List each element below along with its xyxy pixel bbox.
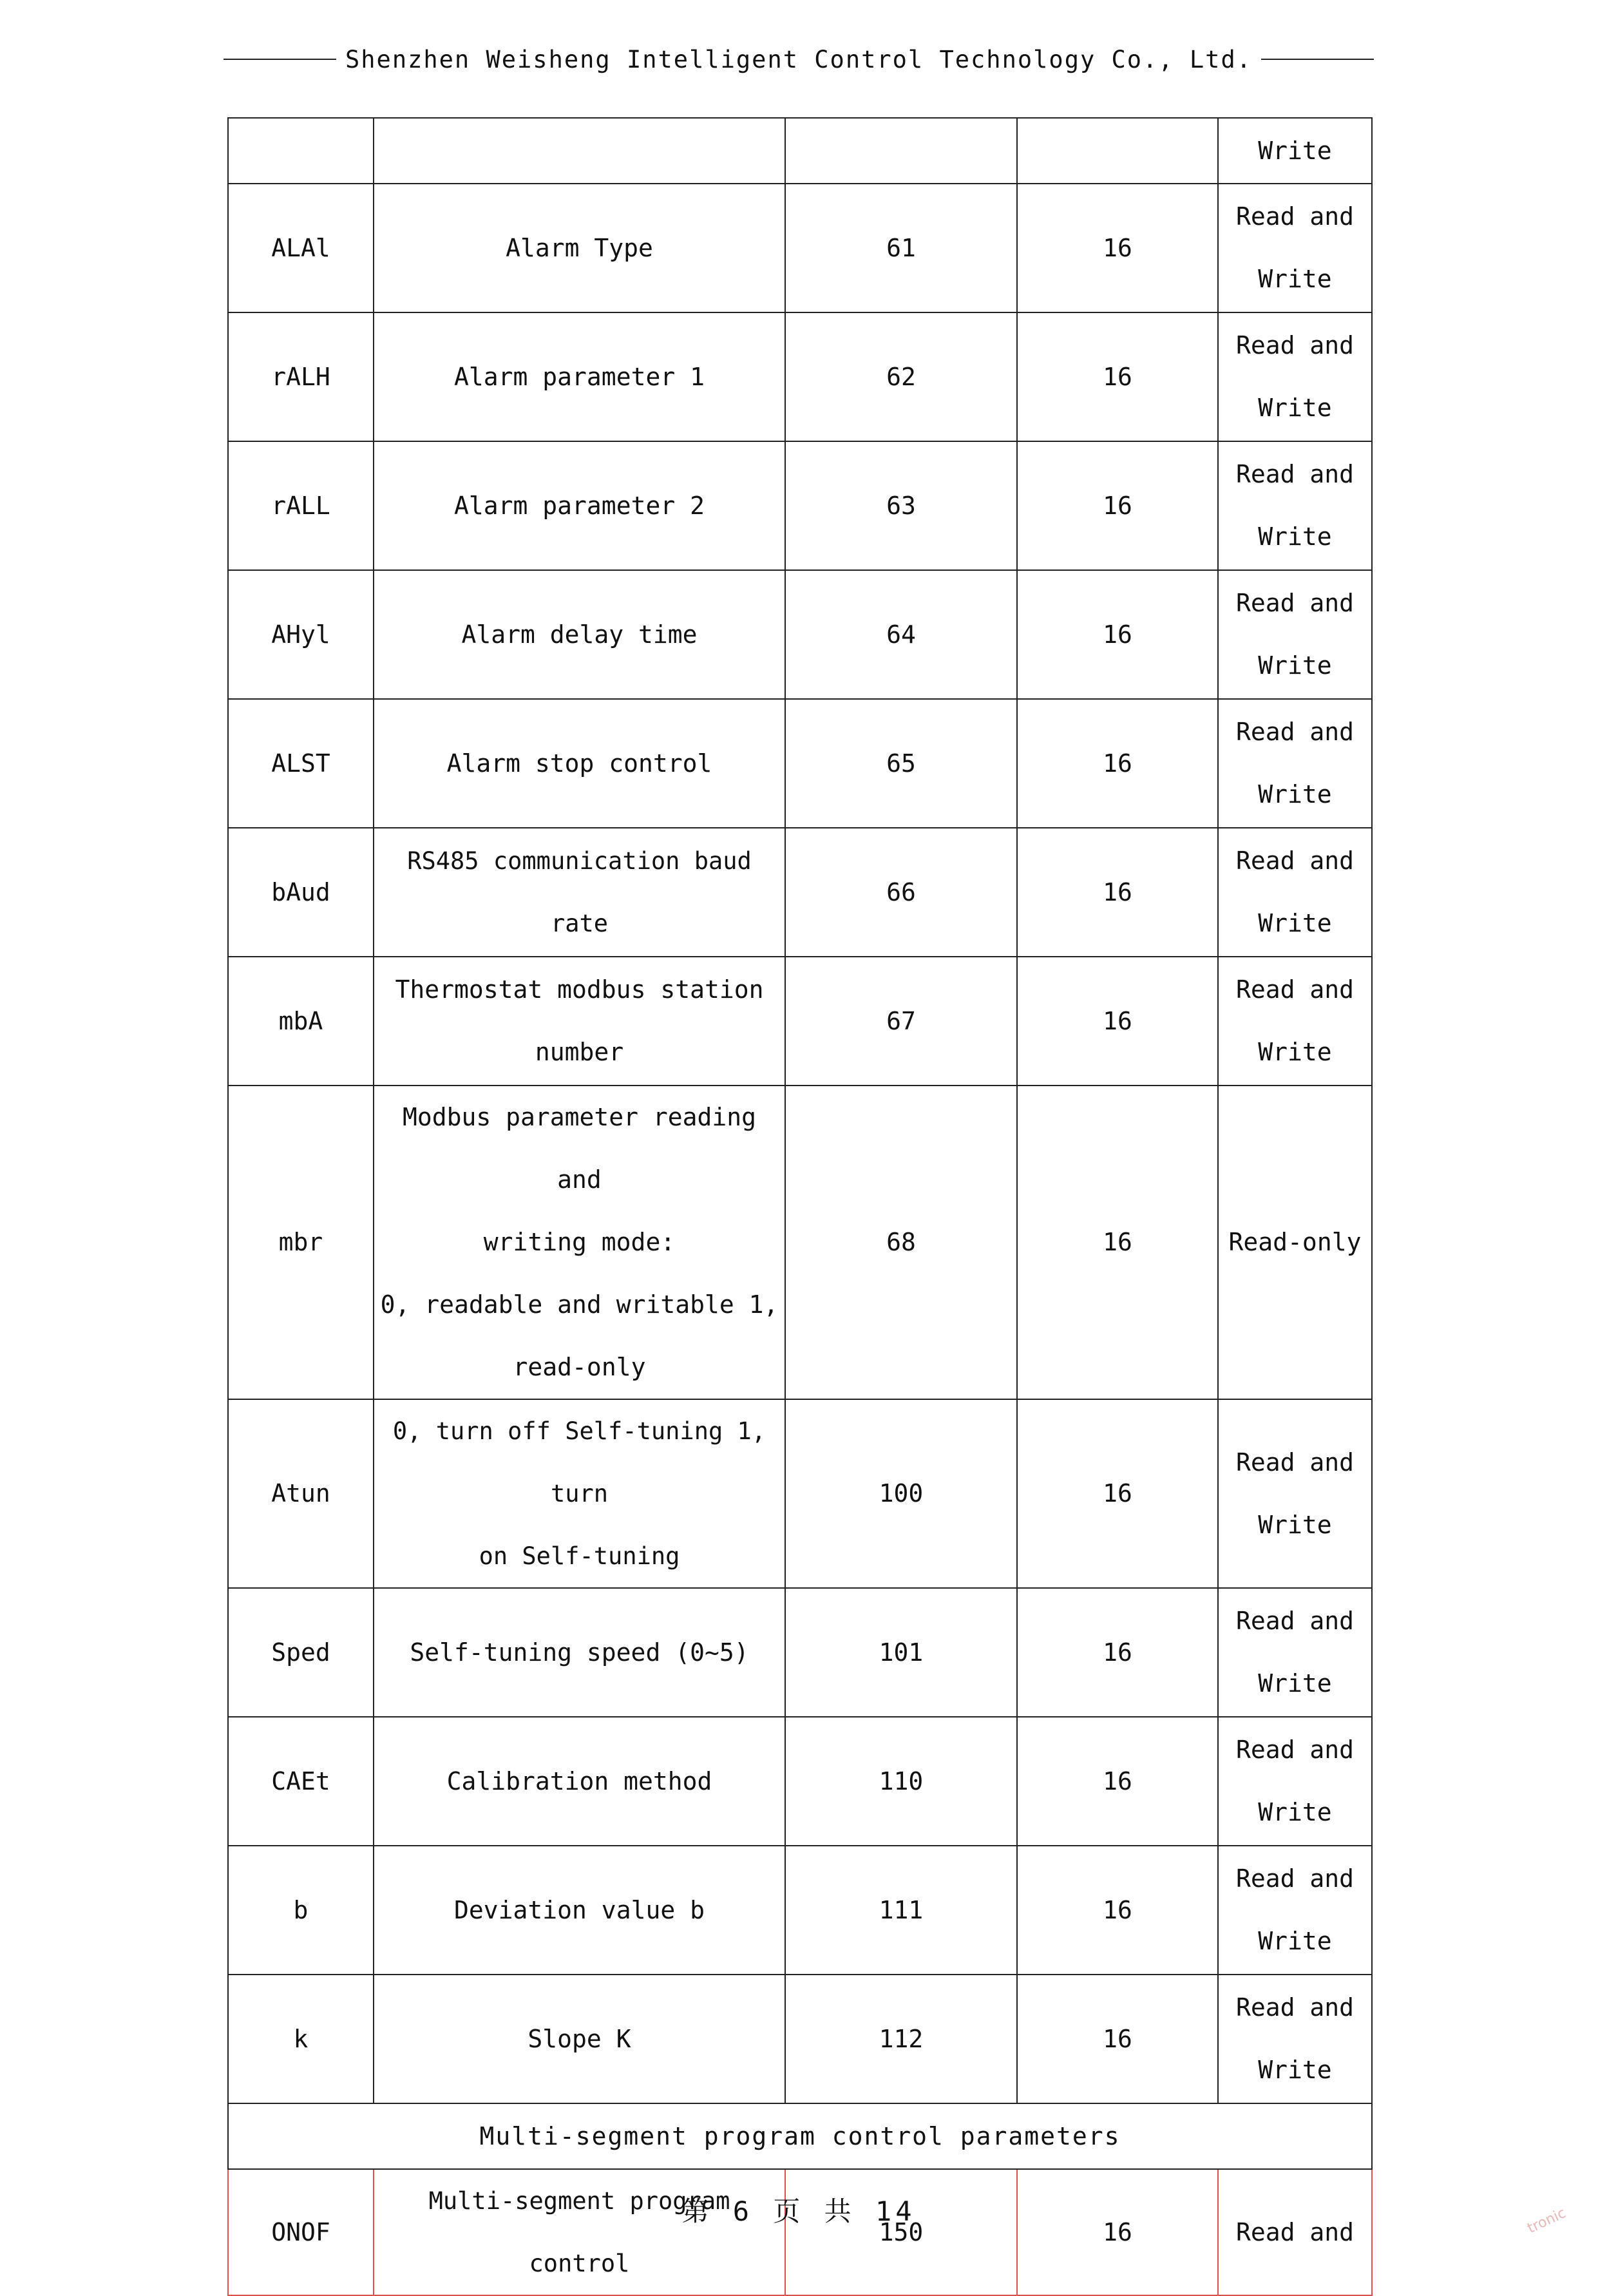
access-line: Write <box>1258 1798 1332 1826</box>
table-row <box>228 1588 1372 1717</box>
cell-function: 16 <box>1017 1846 1218 1975</box>
access-line: Read and <box>1235 847 1355 875</box>
cell-address: 111 <box>785 1846 1017 1975</box>
name-line: number <box>535 1038 624 1066</box>
cell-name: Alarm Type <box>374 184 785 312</box>
access-line: Read and <box>1235 1736 1355 1764</box>
access-line: Read and <box>1235 1864 1355 1893</box>
cell-address: 112 <box>785 1975 1017 2103</box>
cell-code: ALAl <box>228 184 374 312</box>
name-line: Thermostat modbus station <box>395 975 764 1004</box>
cell-code: rALH <box>228 312 374 441</box>
cell-access <box>1218 312 1372 441</box>
cell-access: Read-only <box>1218 1086 1372 1399</box>
cell-access <box>1218 1588 1372 1717</box>
cell-address: 63 <box>785 441 1017 570</box>
cell-code: ONOF <box>228 2169 374 2295</box>
cell-function: 16 <box>1017 184 1218 312</box>
cell-access <box>1218 570 1372 699</box>
access-line: Write <box>1258 1669 1332 1698</box>
cell-access <box>1218 699 1372 828</box>
table-row <box>228 699 1372 828</box>
access-line: Read and <box>1235 1607 1355 1635</box>
cell-function: 16 <box>1017 441 1218 570</box>
table-row <box>228 2169 1372 2295</box>
table-row <box>228 957 1372 1086</box>
access-line: Write <box>1258 1927 1332 1955</box>
cell-name <box>374 1399 785 1588</box>
access-line: Read and <box>1235 718 1355 746</box>
cell-name: Deviation value b <box>374 1846 785 1975</box>
cell-address: 64 <box>785 570 1017 699</box>
access-line: Read and <box>1235 589 1355 617</box>
cell-code: rALL <box>228 441 374 570</box>
cell-access <box>1218 1975 1372 2103</box>
cell-address: 100 <box>785 1399 1017 1588</box>
cell-name: Alarm delay time <box>374 570 785 699</box>
header-rule-right <box>1261 59 1374 60</box>
access-line: Write <box>1258 1038 1332 1066</box>
company-name: Shenzhen Weisheng Intelligent Control Technology Co., Ltd. <box>345 45 1253 73</box>
cell-name <box>374 957 785 1086</box>
cell-function: 16 <box>1017 2169 1218 2295</box>
cell-access <box>1218 1846 1372 1975</box>
cell-function: 16 <box>1017 1975 1218 2103</box>
access-line: Read and <box>1235 975 1355 1004</box>
cell-code: Sped <box>228 1588 374 1717</box>
cell-address: 62 <box>785 312 1017 441</box>
access-line: Read and <box>1235 202 1355 231</box>
cell-code: AHyl <box>228 570 374 699</box>
access-line: Write <box>1258 522 1332 551</box>
access-line: Write <box>1258 394 1332 422</box>
cell-access: Read and <box>1218 2169 1372 2295</box>
table-row <box>228 1975 1372 2103</box>
cell-name: Alarm stop control <box>374 699 785 828</box>
access-line: Write <box>1258 2056 1332 2084</box>
access-line: Write <box>1258 909 1332 937</box>
cell-address: 110 <box>785 1717 1017 1846</box>
cell-access <box>1218 184 1372 312</box>
access-line: Read and <box>1235 460 1355 488</box>
cell-address: 65 <box>785 699 1017 828</box>
name-line: 0, turn off Self-tuning 1, turn <box>392 1417 766 1507</box>
access-line: Write <box>1258 780 1332 808</box>
cell-code: b <box>228 1846 374 1975</box>
parameter-table <box>227 117 1373 2296</box>
cell-code: k <box>228 1975 374 2103</box>
section-title: Multi-segment program control parameters <box>228 2103 1372 2169</box>
cell-name: Self-tuning speed (0~5) <box>374 1588 785 1717</box>
cell-function: 16 <box>1017 699 1218 828</box>
table-row <box>228 828 1372 957</box>
table-row <box>228 1086 1372 1399</box>
cell-name: Slope K <box>374 1975 785 2103</box>
cell-function: 16 <box>1017 570 1218 699</box>
cell-name <box>374 118 785 184</box>
cell-address: 66 <box>785 828 1017 957</box>
cell-address <box>785 118 1017 184</box>
table-row <box>228 184 1372 312</box>
name-line: writing mode: <box>483 1228 676 1256</box>
section-row <box>228 2103 1372 2169</box>
access-line: Read and <box>1235 1993 1355 2022</box>
access-line: Write <box>1258 1510 1332 1539</box>
cell-access <box>1218 441 1372 570</box>
cell-code: mbr <box>228 1086 374 1399</box>
cell-name: Calibration method <box>374 1717 785 1846</box>
table-row <box>228 1717 1372 1846</box>
cell-access: Write <box>1218 118 1372 184</box>
cell-address: 68 <box>785 1086 1017 1399</box>
cell-code: CAEt <box>228 1717 374 1846</box>
cell-code: mbA <box>228 957 374 1086</box>
name-line: read-only <box>513 1353 646 1381</box>
cell-name: RS485 communication baud rate <box>374 828 785 957</box>
access-line: Write <box>1258 265 1332 293</box>
access-line: Write <box>1258 651 1332 680</box>
cell-address: 61 <box>785 184 1017 312</box>
cell-access <box>1218 1717 1372 1846</box>
cell-access <box>1218 957 1372 1086</box>
table-row <box>228 118 1372 184</box>
cell-code: ALST <box>228 699 374 828</box>
cell-access <box>1218 828 1372 957</box>
table-row <box>228 1399 1372 1588</box>
cell-code: bAud <box>228 828 374 957</box>
table-row <box>228 441 1372 570</box>
page-header <box>271 43 1327 76</box>
access-line: Read and <box>1235 1448 1355 1477</box>
cell-function: 16 <box>1017 957 1218 1086</box>
cell-access <box>1218 1399 1372 1588</box>
name-line: on Self-tuning <box>479 1542 680 1570</box>
cell-function: 16 <box>1017 1399 1218 1588</box>
table-row <box>228 570 1372 699</box>
cell-code <box>228 118 374 184</box>
cell-function <box>1017 118 1218 184</box>
header-rule-left <box>224 59 336 60</box>
cell-name: Alarm parameter 2 <box>374 441 785 570</box>
name-line: Modbus parameter reading and <box>402 1103 757 1194</box>
name-line: 0, readable and writable 1, <box>380 1290 779 1319</box>
cell-function: 16 <box>1017 828 1218 957</box>
access-line: Read and <box>1235 331 1355 359</box>
cell-name <box>374 1086 785 1399</box>
table-row <box>228 312 1372 441</box>
table-row <box>228 1846 1372 1975</box>
cell-function: 16 <box>1017 1086 1218 1399</box>
cell-function: 16 <box>1017 1588 1218 1717</box>
cell-address: 67 <box>785 957 1017 1086</box>
page-number: 第 6 页 共 14 <box>681 2196 916 2227</box>
cell-name: Alarm parameter 1 <box>374 312 785 441</box>
cell-address: 150 <box>785 2169 1017 2295</box>
cell-code: Atun <box>228 1399 374 1588</box>
cell-name: Multi-segment program control <box>374 2169 785 2295</box>
cell-function: 16 <box>1017 1717 1218 1846</box>
cell-function: 16 <box>1017 312 1218 441</box>
cell-address: 101 <box>785 1588 1017 1717</box>
watermark: tronic <box>1525 2205 1569 2237</box>
